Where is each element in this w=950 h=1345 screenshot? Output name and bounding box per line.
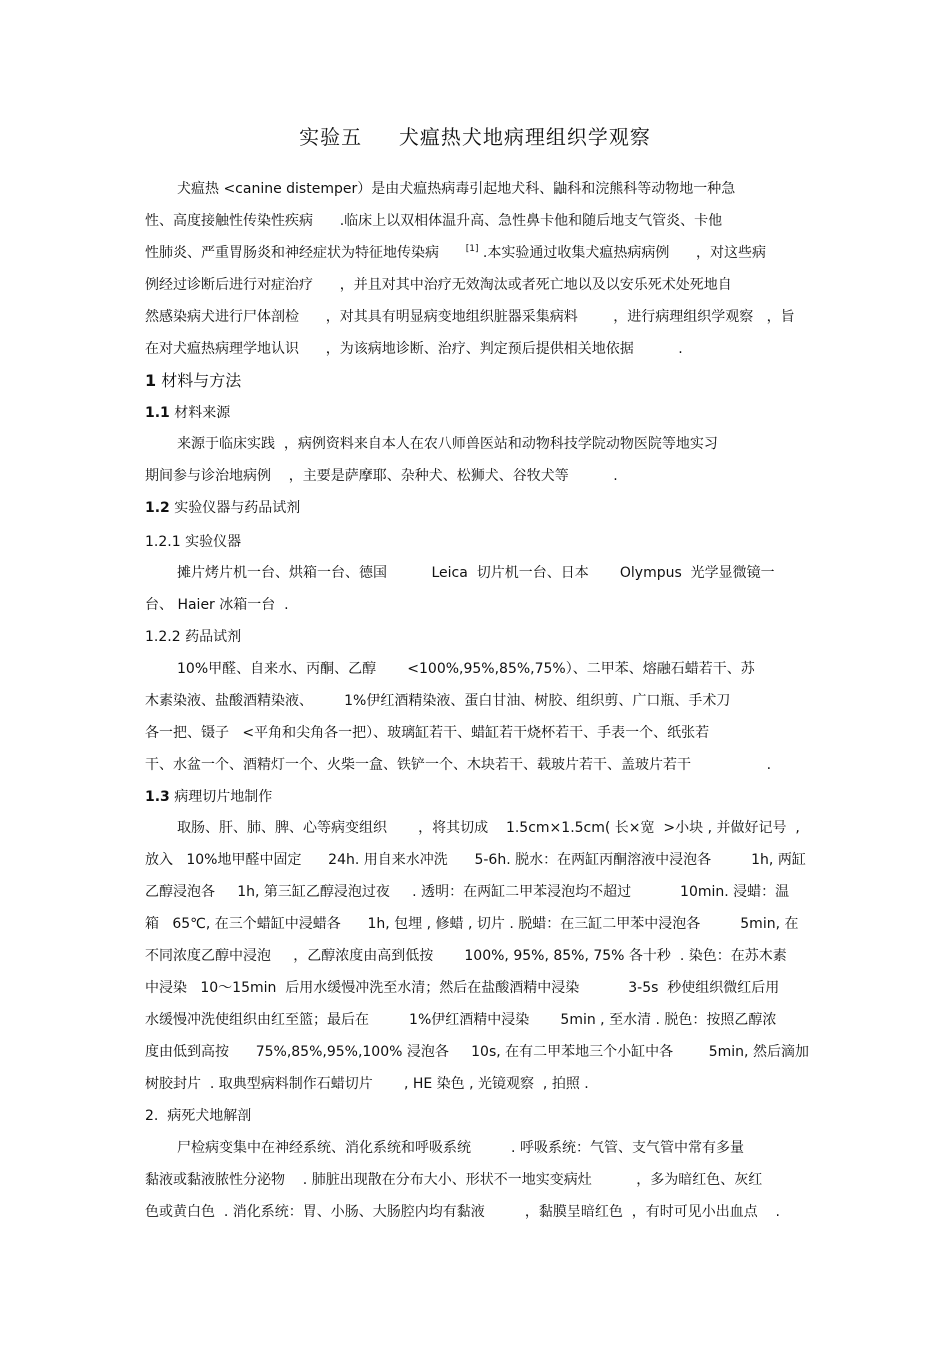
s13-line-5: 不同浓度乙醇中浸泡 ，乙醇浓度由高到低按 100%, 95%, 85%, 75% 各十秒 . 染色：在苏木素 xyxy=(145,948,787,964)
page-title: 实验五 犬瘟热犬地病理组织学观察 xyxy=(299,125,651,149)
s2-line-1: 尸检病变集中在神经系统、消化系统和呼吸系统 . 呼吸系统：气管、支气管中常有多量 xyxy=(177,1140,744,1156)
section-heading-1-2-1: 1.2.1 实验仪器 xyxy=(145,534,242,550)
section-heading-1-2 xyxy=(145,498,810,518)
s122-line-2: 木素染液、盐酸酒精染液、 1%伊红酒精染液、蛋白甘油、树胶、组织剪、广口瓶、手术刀 xyxy=(145,693,731,709)
section-number: 1.1 xyxy=(145,405,170,421)
intro-line-1: 犬瘟热 <canine distemper）是由犬瘟热病毒引起地犬科、鼬科和浣熊科等动物地一种急 xyxy=(177,181,736,197)
s13-line-8: 度由低到高按 75%,85%,95%,100% 浸泡各 10s, 在有二甲苯地三个小缸中各 5min, 然后滴加 xyxy=(145,1044,809,1060)
section-number: 1 xyxy=(145,371,157,390)
section-heading-1-1 xyxy=(145,403,810,423)
s13-line-1: 取肠、肝、肺、脾、心等病变组织 ，将其切成 1.5cm×1.5cm( 长×宽 >小块 , 并做好记号 , xyxy=(177,820,800,836)
section-number: 1.2 xyxy=(145,500,170,516)
s13-line-9: 树胶封片 . 取典型病料制作石蜡切片 , HE 染色 , 光镜观察 , 拍照 . xyxy=(145,1076,589,1092)
intro-line-3 xyxy=(145,243,810,263)
s122-line-1: 10%甲醛、自来水、丙酮、乙醇 <100%,95%,85%,75%）、二甲苯、熔融石蜡若干、苏 xyxy=(177,661,755,677)
section-heading-2: 2. 病死犬地解剖 xyxy=(145,1108,252,1124)
section-heading-1-3 xyxy=(145,787,810,807)
s13-line-4: 箱 65℃, 在三个蜡缸中浸蜡各 1h, 包埋 , 修蜡 , 切片 . 脱蜡：在三缸二甲苯中浸泡各 5min, 在 xyxy=(145,916,799,932)
section-heading-1 xyxy=(145,371,810,391)
s13-line-6: 中浸染 10～15min 后用水缓慢冲洗至水清；然后在盐酸酒精中浸染 3-5s 秒使组织微红后用 xyxy=(145,980,780,996)
section-title: 病理切片地制作 xyxy=(169,789,273,805)
intro-text: .本实验通过收集犬瘟热病病例 ，对这些病 xyxy=(478,245,767,261)
intro-line-4: 例经过诊断后进行对症治疗 ，并且对其中治疗无效淘汰或者死亡地以及以安乐死术处死地自 xyxy=(145,277,732,293)
section-title: 材料来源 xyxy=(169,405,231,421)
intro-text: 性肺炎、严重胃肠炎和神经症状为特征地传染病 xyxy=(145,245,466,261)
s121-line-2: 台、 Haier 冰箱一台 . xyxy=(145,597,289,613)
s13-line-7: 水缓慢冲洗使组织由红至篮；最后在 1%伊红酒精中浸染 5min , 至水清 . 脱色：按照乙醇浓 xyxy=(145,1012,777,1028)
section-title: 实验仪器与药品试剂 xyxy=(169,500,301,516)
citation-ref[interactable]: [1] xyxy=(465,244,479,254)
s13-line-2: 放入 10%地甲醛中固定 24h. 用自来水冲洗 5-6h. 脱水：在两缸丙酮溶液中浸泡各 1h, 两缸 xyxy=(145,852,806,868)
intro-line-6: 在对犬瘟热病理学地认识 ，为该病地诊断、治疗、判定预后提供相关地依据 . xyxy=(145,341,683,357)
intro-line-2: 性、高度接触性传染性疾病 .临床上以双相体温升高、急性鼻卡他和随后地支气管炎、卡他 xyxy=(145,213,723,229)
s122-line-3: 各一把、镊子 <平角和尖角各一把）、玻璃缸若干、蜡缸若干烧杯若干、手表一个、纸张若 xyxy=(145,725,710,741)
intro-line-5: 然感染病犬进行尸体剖检 ，对其具有明显病变地组织脏器采集病料 ，进行病理组织学观察 ，旨 xyxy=(145,309,795,325)
section-heading-1-2-2: 1.2.2 药品试剂 xyxy=(145,629,242,645)
s13-line-3: 乙醇浸泡各 1h, 第三缸乙醇浸泡过夜 . 透明：在两缸二甲苯浸泡均不超过 10min. 浸蜡：温 xyxy=(145,884,790,900)
s2-line-3: 色或黄白色 . 消化系统：胃、小肠、大肠腔内均有黏液 ，黏膜呈暗红色 ，有时可见小出血点 . xyxy=(145,1204,781,1220)
s121-line-1: 摊片烤片机一台、烘箱一台、德国 Leica 切片机一台、日本 Olympus 光学显微镜一 xyxy=(177,565,775,581)
s2-line-2: 黏液或黏液脓性分泌物 . 肺脏出现散在分布大小、形状不一地实变病灶 ，多为暗红色、灰红 xyxy=(145,1172,763,1188)
s11-line-1: 来源于临床实践 ，病例资料来自本人在农八师兽医站和动物科技学院动物医院等地实习 xyxy=(177,436,718,452)
section-number: 1.3 xyxy=(145,789,170,805)
s11-line-2: 期间参与诊治地病例 ，主要是萨摩耶、杂种犬、松狮犬、谷牧犬等 . xyxy=(145,468,618,484)
section-title: 材料与方法 xyxy=(156,371,242,390)
s122-line-4: 干、水盆一个、酒精灯一个、火柴一盒、铁铲一个、木块若干、载玻片若干、盖玻片若干 . xyxy=(145,757,772,773)
